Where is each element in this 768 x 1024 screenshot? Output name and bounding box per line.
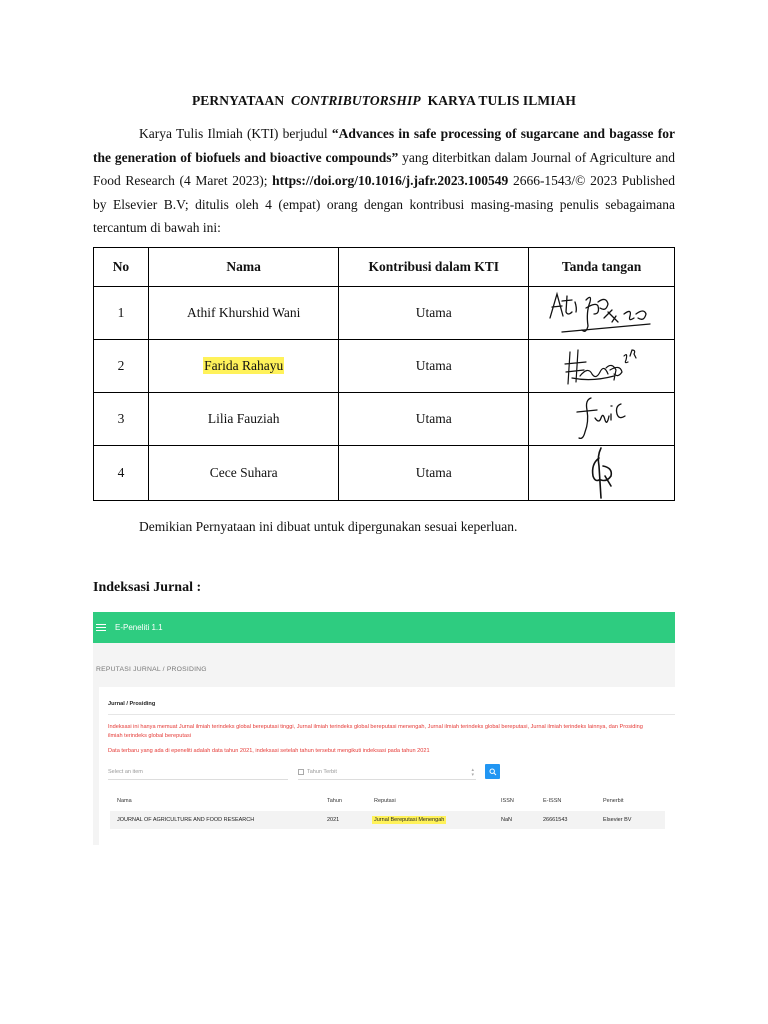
col-publisher: Penerbit — [603, 798, 624, 804]
table-header-row — [94, 248, 675, 287]
epeneliti-screenshot — [93, 612, 675, 845]
menu-icon[interactable] — [96, 622, 106, 632]
row-contribution: Utama — [339, 446, 529, 501]
index-notice: Indeksasi ini hanya memuat Jurnal ilmiah terindeks global bereputasi tinggi, Jurnal ilmiah terindeks global bereputasi menengah, Jurnal ilmiah terindeks global bereputasi, Jurnal ilmiah terindeks lainnya, dan Prosiding ilmiah terindeks global bereputasi — [108, 724, 643, 739]
item-select[interactable]: Select an item — [108, 766, 288, 780]
row-name-cell — [148, 340, 339, 393]
row-no: 2 — [94, 340, 149, 393]
col-issn: ISSN — [501, 798, 514, 804]
title-italic: CONTRIBUTORSHIP — [291, 93, 421, 108]
contributor-table — [93, 247, 675, 501]
col-reputation: Reputasi — [374, 798, 396, 804]
signature-cell — [529, 446, 675, 501]
search-button[interactable] — [485, 764, 500, 779]
table-row — [94, 287, 675, 340]
calendar-icon — [298, 769, 304, 775]
card-title: Jurnal / Prosiding — [108, 701, 156, 707]
signature-2 — [562, 344, 642, 388]
year-input[interactable] — [298, 766, 476, 780]
row-no: 1 — [94, 287, 149, 340]
signature-4 — [577, 446, 627, 500]
data-notice: Data terbaru yang ada di epeneliti adalah data tahun 2021, indeksasi setelah tahun tersebut mengikuti indeksasi pada tahun 2021 — [108, 748, 430, 754]
signature-3 — [567, 394, 637, 444]
col-year: Tahun — [327, 798, 342, 804]
para-middle: yang diterbitkan dalam Journal of Agriculture and Food Research (4 Maret 2023); — [93, 149, 675, 188]
cell-eissn: 26661543 — [543, 817, 568, 823]
signature-cell — [529, 393, 675, 446]
table-row — [94, 446, 675, 501]
results-header — [99, 795, 675, 807]
row-name: Athif Khurshid Wani — [148, 287, 339, 340]
cell-issn: NaN — [501, 817, 513, 823]
signature-1 — [546, 288, 658, 338]
index-heading: Indeksasi Jurnal : — [93, 580, 202, 595]
article-title: “Advances in safe processing of sugarcane and bagasse for the generation of biofuels and bioactive compounds” — [93, 126, 675, 165]
search-icon — [489, 768, 497, 776]
breadcrumb: REPUTASI JURNAL / PROSIDING — [96, 666, 207, 673]
journal-card — [99, 687, 675, 845]
header-name: Nama — [148, 248, 339, 287]
table-row — [94, 340, 675, 393]
row-contribution: Utama — [339, 393, 529, 446]
card-divider — [108, 714, 675, 715]
app-bar — [93, 612, 675, 643]
reputation-tag: Jurnal Bereputasi Menengah — [374, 817, 445, 823]
document-title — [0, 93, 768, 109]
row-name: Lilia Fauziah — [148, 393, 339, 446]
year-placeholder: Tahun Terbit — [307, 769, 337, 775]
spinner-icon[interactable]: ▴ ▾ — [471, 767, 474, 778]
closing-statement: Demikian Pernyataan ini dibuat untuk dipergunakan sesuai keperluan. — [139, 519, 518, 534]
row-name: Farida Rahayu — [204, 358, 284, 373]
title-post: KARYA TULIS ILMIAH — [427, 93, 577, 108]
table-row — [94, 393, 675, 446]
cell-year: 2021 — [327, 817, 340, 823]
col-name: Nama — [117, 798, 132, 804]
col-eissn: E-ISSN — [543, 798, 562, 804]
cell-reputation — [372, 811, 446, 829]
cell-name: JOURNAL OF AGRICULTURE AND FOOD RESEARCH — [117, 817, 255, 823]
cell-publisher: Elsevier BV — [603, 817, 632, 823]
title-pre: PERNYATAAN — [191, 93, 285, 108]
signature-cell — [529, 340, 675, 393]
para-intro: Karya Tulis Ilmiah (KTI) berjudul — [139, 126, 332, 141]
intro-paragraph — [93, 122, 675, 240]
doi-link[interactable]: https://doi.org/10.1016/j.jafr.2023.100549 — [272, 173, 509, 188]
row-name: Cece Suhara — [148, 446, 339, 501]
row-contribution: Utama — [339, 287, 529, 340]
row-contribution: Utama — [339, 340, 529, 393]
row-no: 4 — [94, 446, 149, 501]
para-tail: 2666-1543/© 2023 Published by Elsevier B.V; ditulis oleh 4 (empat) orang dengan kontribusi masing-masing penulis sebagaimana tercantum di bawah ini: — [93, 173, 675, 235]
table-row[interactable] — [110, 811, 665, 829]
header-no: No — [94, 248, 149, 287]
signature-cell — [529, 287, 675, 340]
row-no: 3 — [94, 393, 149, 446]
app-title: E-Peneliti 1.1 — [115, 623, 163, 632]
header-signature: Tanda tangan — [529, 248, 675, 287]
header-contribution: Kontribusi dalam KTI — [339, 248, 529, 287]
